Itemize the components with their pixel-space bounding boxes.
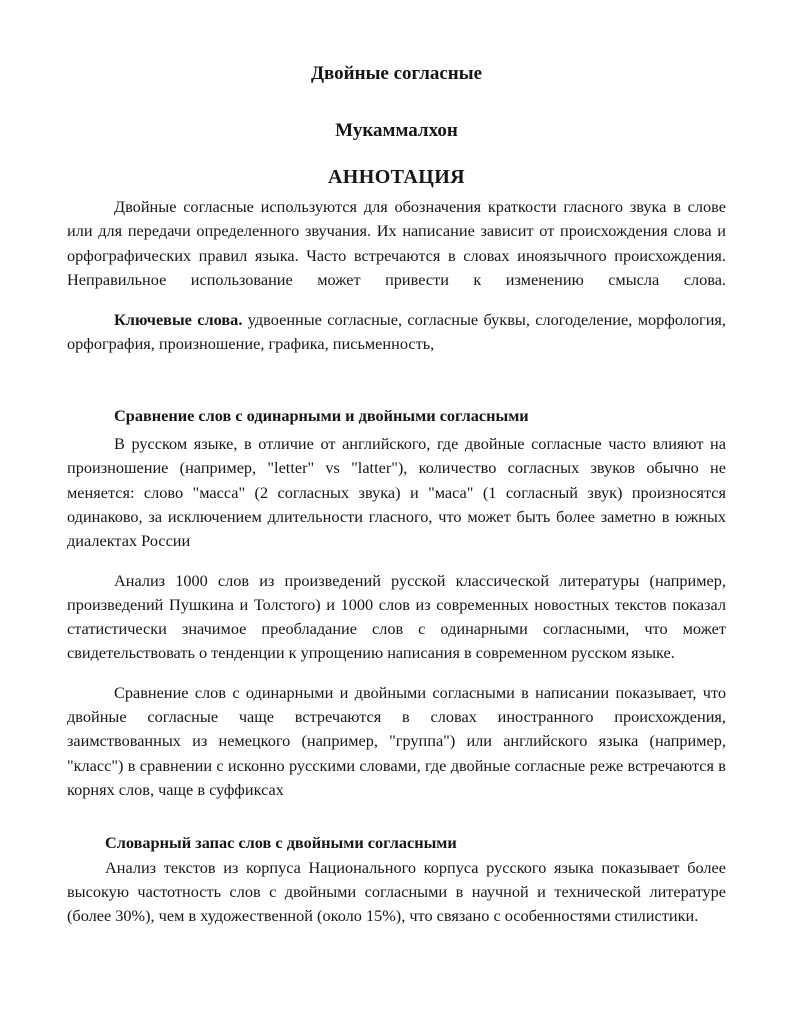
comparison-paragraph-1: В русском языке, в отличие от английского, где двойные согласные часто влияют на произношение (например, "letter" vs "latter"), количество согласных звуков обычно не меняется: слово "масса" (2 согласных звука) и "маса" (1 согласный звук) произносятся одинаково, за исключением длительности гласного, что может быть более заметно в южных диалектах России [67, 434, 726, 551]
comparison-paragraph-2: Анализ 1000 слов из произведений русской классической литературы (например, произведений Пушкина и Толстого) и 1000 слов из современных новостных текстов показал статистически значимое преобладание слов с одинарными согласными, что может свидетельствовать о тенденции к упрощению написания в современном русском языке. [67, 570, 726, 663]
annotation-paragraph: Двойные согласные используются для обозначения краткости гласного звука в слове или для передачи определенного звучания. Их написание зависит от происхождения слова и орфографических правил языка. Часто встречаются в словах иноязычного происхождения. Неправильное использование может привести к изменению смысла слова. [67, 197, 726, 289]
annotation-heading: АННОТАЦИЯ [327, 166, 466, 188]
document-title: Двойные согласные [310, 63, 483, 84]
keywords-paragraph [67, 308, 726, 357]
section-heading-comparison: Сравнение слов с одинарными и двойными согласными [114, 405, 529, 425]
section-heading-vocabulary: Словарный запас слов с двойными согласными [105, 833, 457, 853]
keywords-label: Ключевые слова. [114, 310, 243, 330]
keywords-text: удвоенные согласные, согласные буквы, слогоделение, морфология, орфография, произношение, графика, письменность, [67, 310, 726, 354]
vocabulary-paragraph-1: Анализ текстов из корпуса Национального корпуса русского языка показывает более высокую частотность слов с двойными согласными в научной и технической литературе (более 30%), чем в художественной (около 15%), что связано с особенностями стилистики. [67, 857, 726, 926]
document-author: Мукаммалхон [335, 120, 458, 141]
comparison-paragraph-3: Сравнение слов с одинарными и двойными согласными в написании показывает, что двойные согласные чаще встречаются в словах иностранного происхождения, заимствованных из немецкого (например, "группа") или английского языка (например, "класс") в сравнении с исконно русскими словами, где двойные согласные реже встречаются в корнях слов, чаще в суффиксах [67, 682, 726, 799]
